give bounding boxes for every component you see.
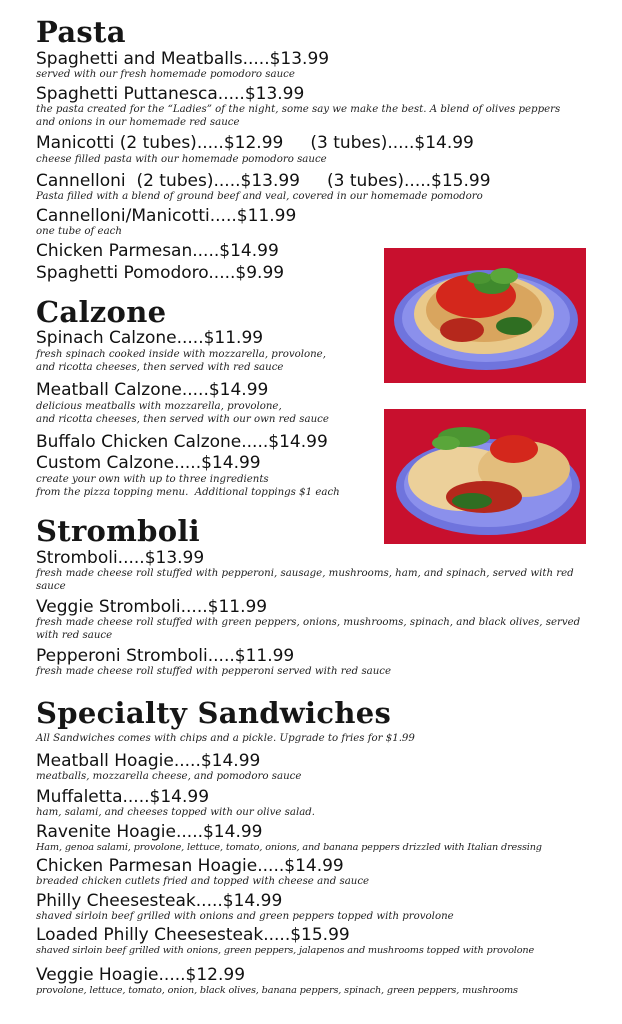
menu-item-cannelloni: Cannelloni (2 tubes).....$13.99 (3 tubes).....$15.99 bbox=[36, 171, 491, 191]
menu-item-desc: served with our fresh homemade pomodoro sauce bbox=[36, 69, 295, 80]
menu-item-meatball-hoagie: Meatball Hoagie.....$14.99 bbox=[36, 751, 261, 771]
menu-item-meatball-calzone: Meatball Calzone.....$14.99 bbox=[36, 380, 269, 400]
menu-item-desc: create your own with up to three ingredients from the pizza topping menu. Additional toppings $1 each bbox=[36, 474, 340, 498]
section-title-pasta: Pasta bbox=[36, 15, 126, 49]
menu-item-spaghetti-puttanesca: Spaghetti Puttanesca.....$13.99 bbox=[36, 84, 305, 104]
menu-item-desc: provolone, lettuce, tomato, onion, black olives, banana peppers, spinach, green peppers, mushrooms bbox=[36, 985, 518, 996]
menu-item-ravenite-hoagie: Ravenite Hoagie.....$14.99 bbox=[36, 822, 263, 842]
menu-item-custom-calzone: Custom Calzone.....$14.99 bbox=[36, 453, 261, 473]
menu-item-desc: ham, salami, and cheeses topped with our olive salad. bbox=[36, 807, 316, 818]
menu-item-desc: shaved sirloin beef grilled with onions, green peppers, jalapenos and mushrooms topped with provolone bbox=[36, 945, 535, 956]
calzone-photo bbox=[384, 248, 586, 383]
menu-item-desc: Ham, genoa salami, provolone, lettuce, tomato, onions, and banana peppers drizzled with Italian dressing bbox=[36, 842, 542, 853]
menu-item-desc: Pasta filled with a blend of ground beef and veal, covered in our homemade pomodoro bbox=[36, 191, 483, 202]
menu-item-desc: one tube of each bbox=[36, 226, 122, 237]
section-title-sandwiches: Specialty Sandwiches bbox=[36, 696, 392, 730]
menu-item-veggie-hoagie: Veggie Hoagie.....$12.99 bbox=[36, 965, 246, 985]
menu-item-desc: fresh made cheese roll stuffed with pepperoni served with red sauce bbox=[36, 666, 392, 677]
calzone-photo-2 bbox=[384, 409, 586, 544]
section-title-calzone: Calzone bbox=[36, 295, 167, 329]
menu-item-loaded-philly-cheesesteak: Loaded Philly Cheesesteak.....$15.99 bbox=[36, 925, 350, 945]
sandwiches-note: All Sandwiches comes with chips and a pickle. Upgrade to fries for $1.99 bbox=[36, 733, 415, 744]
menu-item-cannelloni-manicotti: Cannelloni/Manicotti.....$11.99 bbox=[36, 206, 297, 226]
menu-item-desc: meatballs, mozzarella cheese, and pomodoro sauce bbox=[36, 771, 302, 782]
menu-item-chicken-parmesan-hoagie: Chicken Parmesan Hoagie.....$14.99 bbox=[36, 856, 344, 876]
menu-item-spinach-calzone: Spinach Calzone.....$11.99 bbox=[36, 328, 264, 348]
menu-item-spaghetti-meatballs: Spaghetti and Meatballs.....$13.99 bbox=[36, 49, 330, 69]
menu-item-desc: breaded chicken cutlets fried and topped with cheese and sauce bbox=[36, 876, 370, 887]
menu-item-desc: the pasta created for the “Ladies” of the night, some say we make the best. A blend of olives peppers and onions in our homemade red sauce bbox=[36, 104, 561, 128]
menu-item-desc: fresh made cheese roll stuffed with pepperoni, sausage, mushrooms, ham, and spinach, served with red sauce bbox=[36, 568, 574, 592]
menu-item-pepperoni-stromboli: Pepperoni Stromboli.....$11.99 bbox=[36, 646, 295, 666]
menu-item-stromboli: Stromboli.....$13.99 bbox=[36, 548, 205, 568]
menu-item-muffaletta: Muffaletta.....$14.99 bbox=[36, 787, 210, 807]
menu-item-desc: fresh spinach cooked inside with mozzarella, provolone, and ricotta cheeses, then served with red sauce bbox=[36, 349, 326, 373]
menu-item-philly-cheesesteak: Philly Cheesesteak.....$14.99 bbox=[36, 891, 283, 911]
menu-item-desc: cheese filled pasta with our homemade pomodoro sauce bbox=[36, 154, 327, 165]
menu-item-buffalo-chicken-calzone: Buffalo Chicken Calzone.....$14.99 bbox=[36, 432, 328, 452]
section-title-stromboli: Stromboli bbox=[36, 514, 200, 548]
menu-item-manicotti: Manicotti (2 tubes).....$12.99 (3 tubes).....$14.99 bbox=[36, 133, 474, 153]
menu-item-spaghetti-pomodoro: Spaghetti Pomodoro.....$9.99 bbox=[36, 263, 285, 283]
menu-item-desc: fresh made cheese roll stuffed with green peppers, onions, mushrooms, spinach, and black olives, served with red sauce bbox=[36, 617, 581, 641]
menu-item-chicken-parmesan: Chicken Parmesan.....$14.99 bbox=[36, 241, 279, 261]
menu-item-desc: delicious meatballs with mozzarella, provolone, and ricotta cheeses, then served with our own red sauce bbox=[36, 401, 329, 425]
menu-item-desc: shaved sirloin beef grilled with onions and green peppers topped with provolone bbox=[36, 911, 454, 922]
menu-item-veggie-stromboli: Veggie Stromboli.....$11.99 bbox=[36, 597, 268, 617]
